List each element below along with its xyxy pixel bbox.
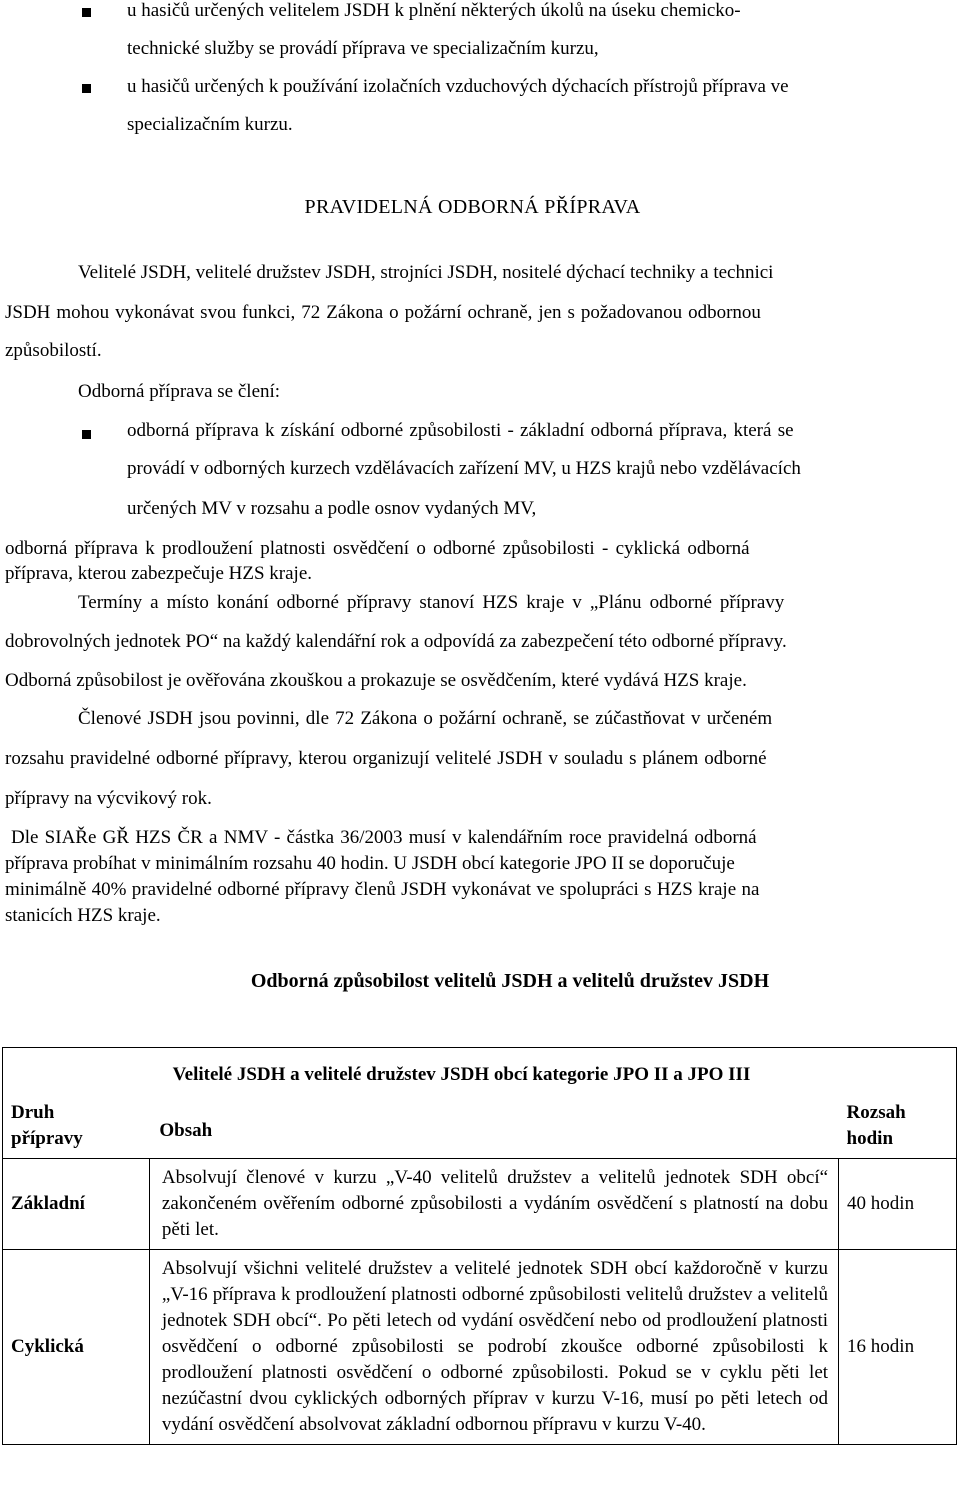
row-type: Základní	[3, 1158, 150, 1249]
bullet-line: technické služby se provádí příprava ve specializačním kurzu,	[127, 38, 599, 59]
header-type	[3, 1096, 150, 1159]
paragraph-line: Velitelé JSDH, velitelé družstev JSDH, strojníci JSDH, nositelé dýchací techniky a technici	[78, 262, 774, 283]
table-caption-row	[3, 1048, 957, 1096]
row-scope: 40 hodin	[839, 1158, 957, 1249]
paragraph-line: Dle SIAŘe GŘ HZS ČR a NMV - částka 36/2003 musí v kalendářním roce pravidelná odborná	[11, 827, 757, 848]
paragraph-line: příprava probíhat v minimálním rozsahu 40 hodin. U JSDH obcí kategorie JPO II se doporučuje	[5, 853, 735, 874]
paragraph-line: příprava, kterou zabezpečuje HZS kraje.	[5, 563, 313, 584]
table-caption: Velitelé JSDH a velitelé družstev JSDH obcí kategorie JPO II a JPO III	[172, 1063, 751, 1085]
paragraph-line: Odborná způsobilost je ověřována zkouškou a prokazuje se osvědčením, které vydává HZS kraje.	[5, 670, 747, 691]
row-type: Cyklická	[3, 1249, 150, 1444]
header-type-line1: Druh	[11, 1101, 55, 1123]
row-scope: 16 hodin	[839, 1249, 957, 1444]
bullet-line: určených MV v rozsahu a podle osnov vydaných MV,	[127, 498, 537, 519]
bullet-square-icon	[82, 430, 91, 439]
paragraph-line: JSDH mohou vykonávat svou funkci, 72 Zákona o požární ochraně, jen s požadovanou odbornou	[5, 302, 761, 323]
section-title: PRAVIDELNÁ ODBORNÁ PŘÍPRAVA	[304, 196, 641, 218]
table-header-row	[3, 1096, 957, 1159]
paragraph-line: způsobilostí.	[5, 340, 102, 361]
row-content: Absolvují všichni velitelé družstev a velitelé jednotek SDH obcí každoročně v kurzu „V-16 příprava k prodloužení platnosti odborné způsobilosti velitelů družstev a velitelů jednotek SDH obcí“. Po pěti letech od vydání osvědčení nebo od prodloužení platnosti osvědčení o odborné způsobilosti se podrobí zkoušce odborné způsobilosti k prodloužení platnosti osvědčení o odborné způsobilosti. Pokud se v cyklu pěti let nezúčastní dvou cyklických odborných příprav v kurzu V-16, musí po pěti letech od vydání osvědčení absolvovat základní odbornou přípravu v kurzu V-40.	[149, 1249, 838, 1444]
paragraph-line: rozsahu pravidelné odborné přípravy, kterou organizují velitelé JSDH v souladu s plánem odborné	[5, 748, 767, 769]
competence-table	[2, 1047, 957, 1445]
paragraph-line: minimálně 40% pravidelné odborné přípravy členů JSDH vykonávat ve spolupráci s HZS kraje na	[5, 879, 760, 900]
header-content	[149, 1096, 838, 1159]
bullet-line: provádí v odborných kurzech vzdělávacích zařízení MV, u HZS krajů nebo vzdělávacích	[127, 458, 801, 479]
bullet-square-icon	[82, 84, 91, 93]
bullet-line: specializačním kurzu.	[127, 114, 293, 135]
paragraph-division: Odborná příprava se člení:	[78, 381, 281, 402]
header-scope-line1: Rozsah	[846, 1101, 906, 1123]
paragraph-line: dobrovolných jednotek PO“ na každý kalendářní rok a odpovídá za zabezpečení této odborné přípravy.	[5, 631, 787, 652]
table-row	[3, 1158, 957, 1249]
paragraph-line: Termíny a místo konání odborné přípravy stanoví HZS kraje v „Plánu odborné přípravy	[78, 592, 785, 613]
section-title-competence: Odborná způsobilost velitelů JSDH a velitelů družstev JSDH	[250, 970, 770, 992]
paragraph-line: odborná příprava k prodloužení platnosti osvědčení o odborné způsobilosti - cyklická odborná	[5, 538, 750, 559]
bullet-line: odborná příprava k získání odborné způsobilosti - základní odborná příprava, která se	[127, 420, 794, 441]
paragraph-line: stanicích HZS kraje.	[5, 905, 161, 926]
header-type-line2: přípravy	[11, 1127, 83, 1149]
header-content-label: Obsah	[159, 1119, 213, 1141]
paragraph-line: přípravy na výcvikový rok.	[5, 788, 212, 809]
table-row	[3, 1249, 957, 1444]
header-scope	[839, 1096, 957, 1159]
bullet-line: u hasičů určených k používání izolačních vzduchových dýchacích přístrojů příprava ve	[127, 76, 789, 97]
paragraph-line: Členové JSDH jsou povinni, dle 72 Zákona o požární ochraně, se zúčastňovat v určeném	[78, 708, 773, 729]
row-content: Absolvují členové v kurzu „V-40 velitelů družstev a velitelů jednotek SDH obcí“ zakončeném ověřením odborné způsobilosti a vydáním osvědčení s platností na dobu pěti let.	[149, 1158, 838, 1249]
bullet-square-icon	[82, 8, 91, 17]
bullet-line: u hasičů určených velitelem JSDH k plnění některých úkolů na úseku chemicko-	[127, 0, 741, 21]
header-scope-line2: hodin	[846, 1127, 894, 1149]
